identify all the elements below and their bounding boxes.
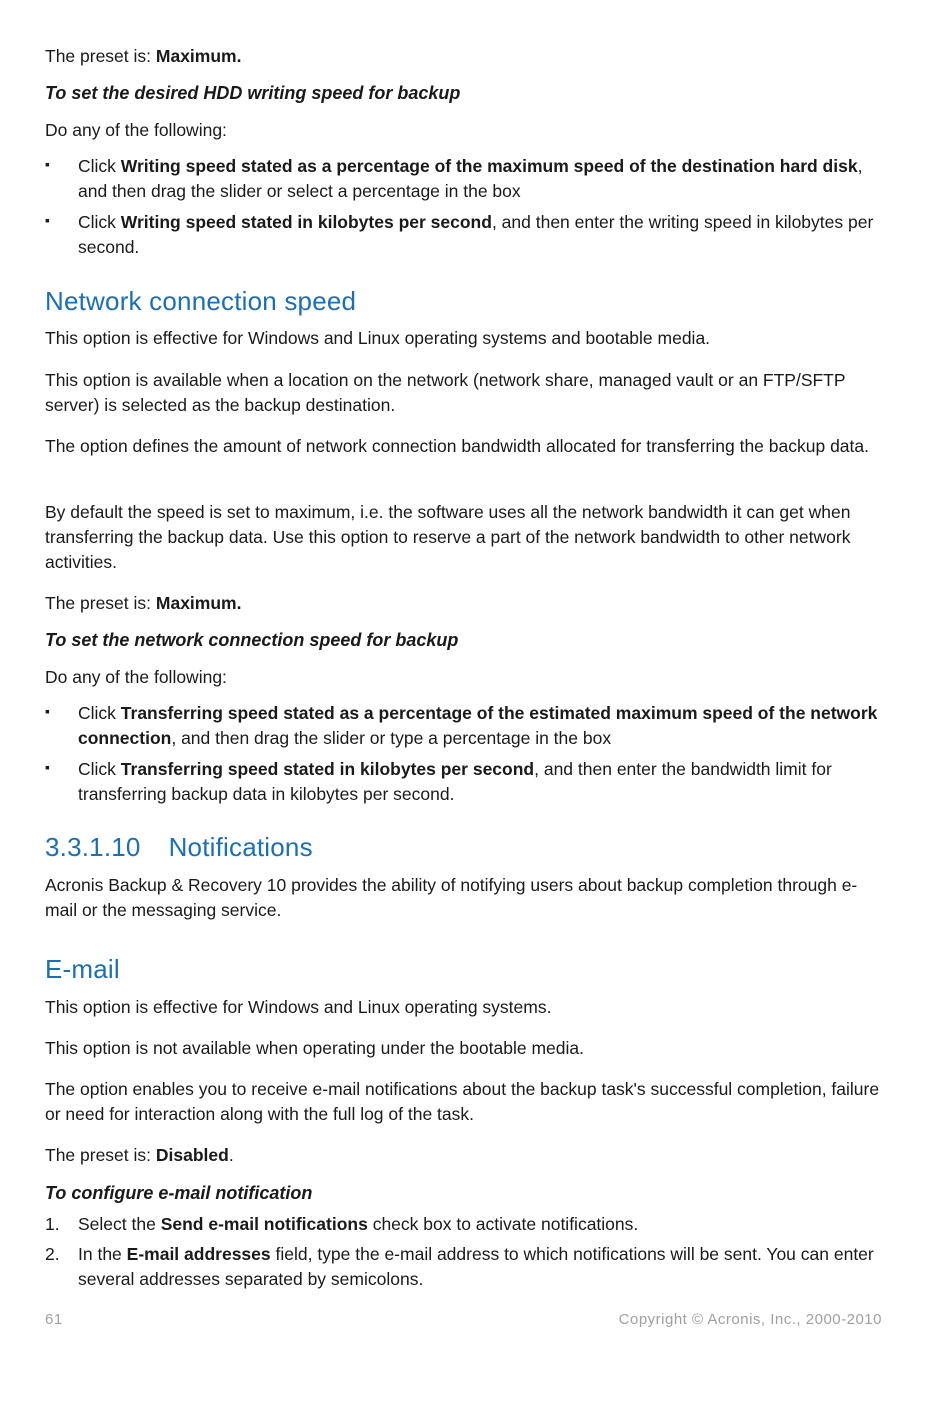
bullet-marker-icon: ▪ [45,759,50,775]
paragraph: This option is available when a location on the network (network share, managed vault or an FTP/SFTP server) is selected as the backup destination. [45,370,846,415]
bullet-item [45,757,885,807]
bullet-text: Click [78,703,121,723]
procedure-title: To set the network connection speed for backup [45,630,459,650]
step-text: Select the [78,1214,161,1234]
section-heading-notifications [45,832,885,862]
bullet-text: , and then drag the slider or select a percentage in the box [78,156,863,201]
preset-line [45,1143,885,1168]
preset-value: Maximum. [155,46,242,66]
procedure-title: To configure e-mail notification [45,1183,313,1203]
preset-suffix: . [228,1145,234,1165]
step-text: check box to activate notifications. [367,1214,639,1234]
instruction-text: Do any of the following: [45,120,227,140]
step-bold-text: E-mail addresses [126,1244,271,1264]
step-number: 1. [45,1214,60,1234]
bullet-item [45,154,885,204]
numbered-step [45,1212,885,1237]
bullet-text: Click [78,156,121,176]
section-title: Notifications [168,832,313,862]
preset-label: The preset is: [45,593,156,613]
bullet-text: , and then enter the writing speed in kilobytes per second. [78,212,874,257]
bullet-text: , and then drag the slider or type a percentage in the box [171,728,612,748]
bullet-text: , and then enter the bandwidth limit for transferring backup data in kilobytes per second. [78,759,832,804]
preset-line [45,591,885,616]
preset-label: The preset is: [45,1145,156,1165]
bullet-text: Click [78,759,121,779]
step-text: In the [78,1244,127,1264]
step-text: field, type the e-mail address to which notifications will be sent. You can enter several addresses separated by semicolons. [78,1244,874,1289]
paragraph: By default the speed is set to maximum, i.e. the software uses all the network bandwidth it can get when transferring the backup data. Use this option to reserve a part of the network bandwidth to other network activities. [45,502,851,572]
procedure-title: To set the desired HDD writing speed for backup [45,83,461,103]
bullet-marker-icon: ▪ [45,156,50,172]
paragraph: The option defines the amount of network connection bandwidth allocated for transferring the backup data. [45,436,869,456]
instruction-text: Do any of the following: [45,667,227,687]
paragraph: This option is not available when operating under the bootable media. [45,1038,584,1058]
section-heading-network: Network connection speed [45,286,357,316]
bullet-bold-text: Writing speed stated as a percentage of the maximum speed of the destination hard disk [120,156,858,176]
bullet-bold-text: Transferring speed stated as a percentage of the estimated maximum speed of the network connection [78,703,878,748]
copyright-notice: Copyright © Acronis, Inc., 2000-2010 [618,1311,882,1328]
step-number: 2. [45,1244,60,1264]
preset-value: Maximum. [155,593,242,613]
bullet-bold-text: Transferring speed stated in kilobytes per second [120,759,535,779]
paragraph: This option is effective for Windows and Linux operating systems. [45,997,552,1017]
preset-label: The preset is: [45,46,156,66]
bullet-text: Click [78,212,121,232]
step-bold-text: Send e-mail notifications [160,1214,368,1234]
bullet-marker-icon: ▪ [45,703,50,719]
bullet-bold-text: Writing speed stated in kilobytes per second [120,212,492,232]
page-number: 61 [45,1311,63,1328]
bullet-marker-icon: ▪ [45,212,50,228]
paragraph: The option enables you to receive e-mail notifications about the backup task's successful completion, failure or need for interaction along with the full log of the task. [45,1079,880,1124]
numbered-step [45,1242,885,1292]
paragraph: This option is effective for Windows and Linux operating systems and bootable media. [45,328,711,348]
section-heading-email: E-mail [45,954,120,984]
bullet-item [45,701,885,751]
bullet-item [45,210,885,260]
paragraph: Acronis Backup & Recovery 10 provides the ability of notifying users about backup completion through e-mail or the messaging service. [45,875,858,920]
preset-value: Disabled [155,1145,229,1165]
preset-line [45,44,885,69]
section-number: 3.3.1.10 [45,832,141,862]
